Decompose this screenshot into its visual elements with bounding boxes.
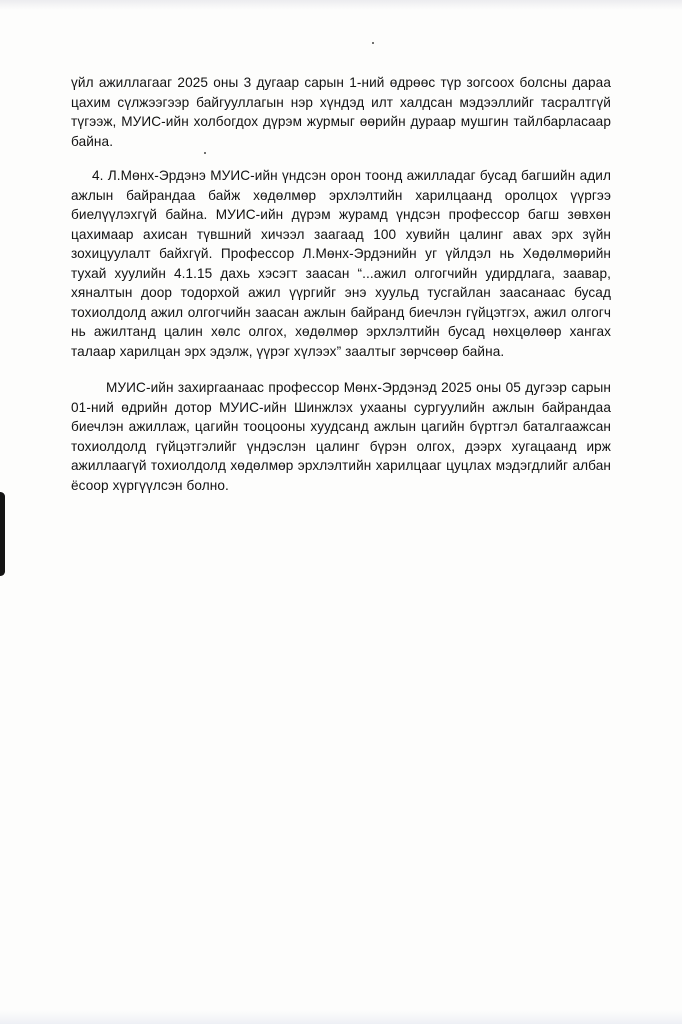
binding-edge-mark — [0, 492, 5, 576]
scan-top-shadow — [0, 0, 682, 10]
scan-bottom-shadow — [0, 1010, 682, 1024]
scan-speck — [204, 152, 206, 154]
scan-speck — [372, 42, 374, 44]
paragraph-item-4: 4. Л.Мөнх-Эрдэнэ МУИС-ийн үндсэн орон тоонд ажилладаг бусад багшийн адил ажлын байрандаа байж хөдөлмөр эрхлэлтийн харилцаанд оролцох үүргээ биелүүлэхгүй байна. МУИС-ийн дүрэм журамд үндсэн профессор багш зөвхөн цахимаар ахисан түвшний хичээл заагаад 100 хувийн цалинг авах эрх зүйн зохицуулалт байхгүй. Профессор Л.Мөнх-Эрдэнийн уг үйлдэл нь Хөдөлмөрийн тухай хуулийн 4.1.15 дахь хэсэгт заасан “...ажил олгогчийн удирдлага, заавар, хяналтын доор тодорхой ажил үүргийг энэ хуульд тусгайлан заасанаас бусад тохиолдолд ажил олгогчийн заасан ажлын байранд биечлэн гүйцэтгэх, ажил олгогч нь ажилтанд цалин хөлс олгох, хөдөлмөр эрхлэлтийн бусад нөхцөлөөр хангах талаар харилцан эрх эдэлж, үүрэг хүлээх” заалтыг зөрчсөөр байна. — [71, 168, 611, 359]
paragraph-continuation: үйл ажиллагааг 2025 оны 3 дугаар сарын 1-ний өдрөөс түр зогсоох болсны дараа цахим сүлжээгээр байгууллагын нэр хүндэд илт халдсан мэдээллийг тасралтгүй түгээж, МУИС-ийн холбогдох дүрэм журмыг өөрийн дураар мушгин тайлбарласаар байна. — [71, 75, 611, 149]
paragraph-administration-notice: МУИС-ийн захиргаанаас профессор Мөнх-Эрдэнэд 2025 оны 05 дугээр сарын 01-ний өдрийн дотор МУИС-ийн Шинжлэх ухааны сургуулийн ажлын байрандаа биечлэн ажиллаж, цагийн тооцооны хуудсанд ажлын цагийн бүртгэл баталгаажсан тохиолдолд гүйцэтгэлийг үндэслэн цалинг бүрэн олгох, дээрх хугацаанд ирж ажиллаагүй тохиолдолд хөдөлмөр эрхлэлтийн харилцааг цуцлах мэдэгдлийг албан ёсоор хүргүүлсэн болно. — [71, 380, 611, 493]
